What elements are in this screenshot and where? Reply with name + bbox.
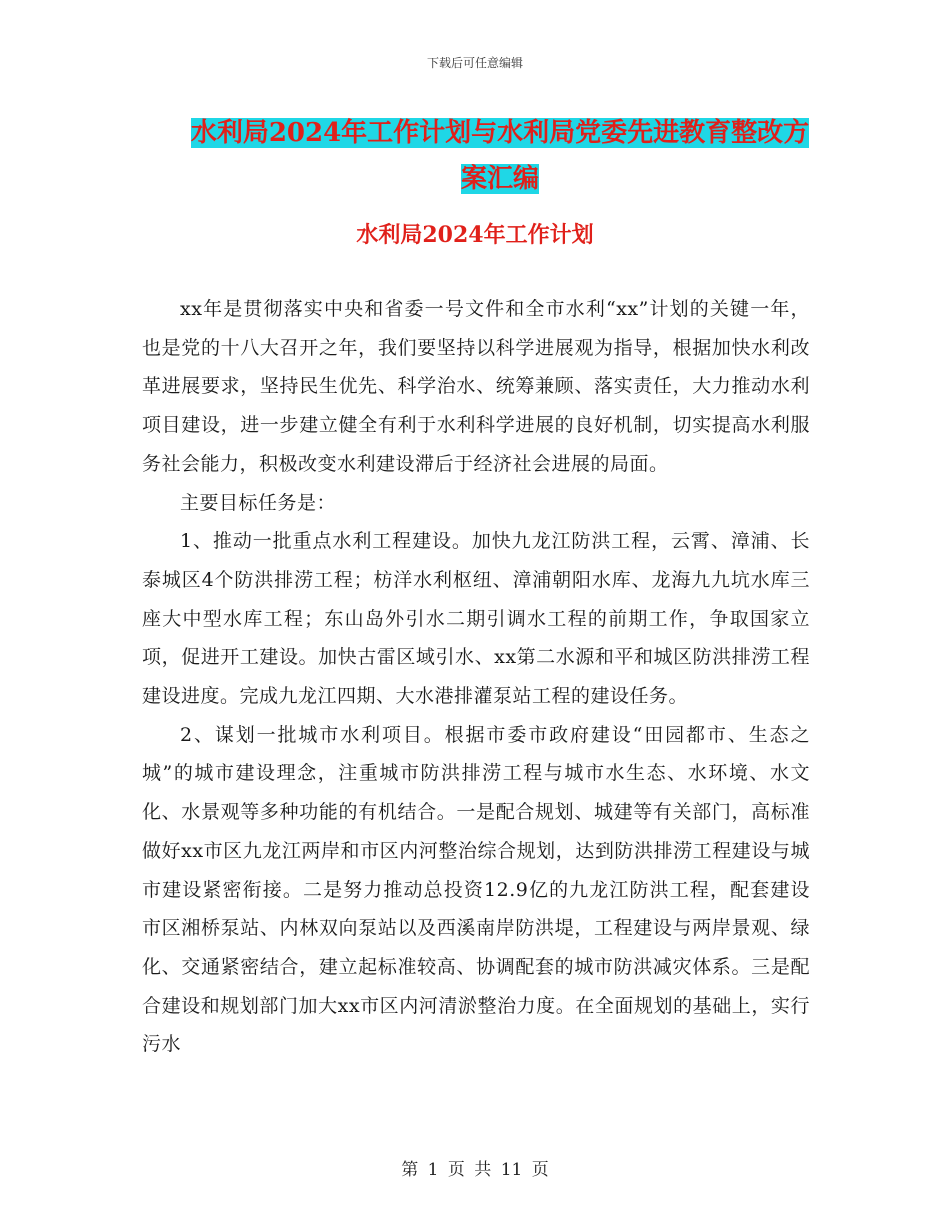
document-title-line-2: 案汇编 [460,164,539,194]
body-text [142,290,810,1064]
section-title: 水利局2024年工作计划 [356,222,594,248]
document-title-line-1: 水利局2024年工作计划与水利局党委先进教育整改方 [190,118,810,148]
paragraph-goals-heading: 主要目标任务是： [180,491,337,514]
header-note: 下载后可任意编辑 [426,56,523,70]
document-title [150,110,850,202]
paragraph-item-2: 2、谋划一批城市水利项目。根据市委市政府建设“田园都市、生态之城”的城市建设理念，注重城市防洪排涝工程与城市水生态、水环境、水文化、水景观等多种功能的有机结合。一是配合规划、城建等有关部门，高标准做好xx市区九龙江两岸和市区内河整治综合规划，达到防洪排涝工程建设与城市建设紧密衔接。二是努力推动总投资12.9亿的九龙江防洪工程，配套建设市区湘桥泵站、内林双向泵站以及西溪南岸防洪堤，工程建设与两岸景观、绿化、交通紧密结合，建立起标准较高、协调配套的城市防洪减灾体系。三是配合建设和规划部门加大xx市区内河清淤整治力度。在全面规划的基础上，实行污水 [142,723,810,1056]
page-footer: 第 1 页 共 11 页 [401,1160,549,1180]
paragraph-item-1: 1、推动一批重点水利工程建设。加快九龙江防洪工程，云霄、漳浦、长泰城区4个防洪排涝工程；枋洋水利枢纽、漳浦朝阳水库、龙海九九坑水库三座大中型水库工程；东山岛外引水二期引调水工程的前期工作，争取国家立项，促进开工建设。加快古雷区域引水、xx第二水源和平和城区防洪排涝工程建设进度。完成九龙江四期、大水港排灌泵站工程的建设任务。 [142,530,810,708]
paragraph-intro: xx年是贯彻落实中央和省委一号文件和全市水利“xx”计划的关键一年，也是党的十八大召开之年，我们要坚持以科学进展观为指导，根据加快水利改革进展要求，坚持民生优先、科学治水、统筹兼顾、落实责任，大力推动水利项目建设，进一步建立健全有利于水利科学进展的良好机制，切实提高水利服务社会能力，积极改变水利建设滞后于经济社会进展的局面。 [142,298,810,475]
